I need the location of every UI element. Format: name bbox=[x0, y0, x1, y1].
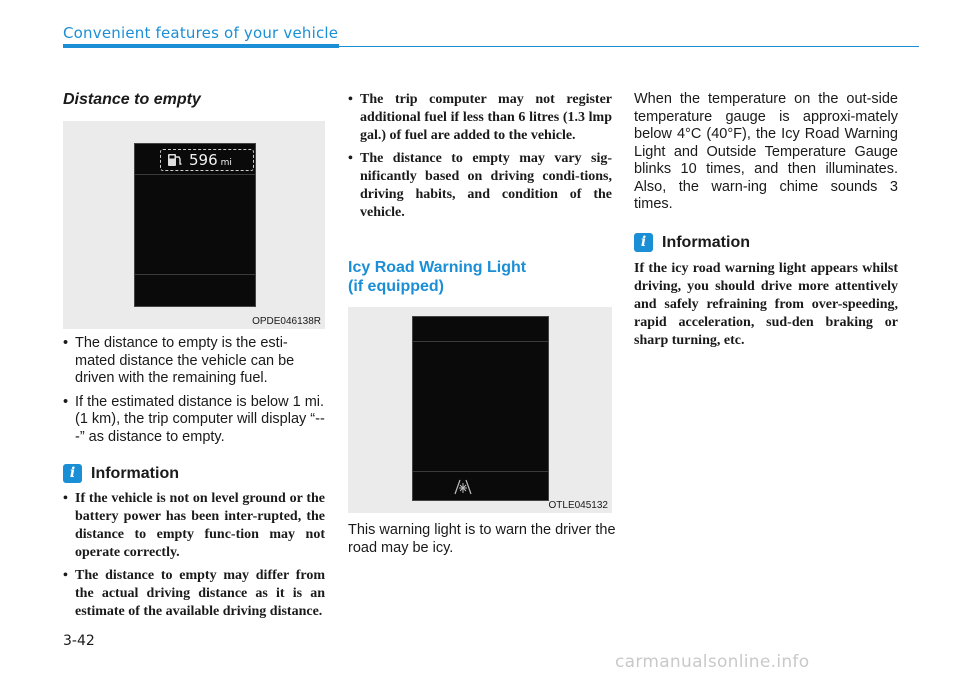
icy-road-figure bbox=[348, 307, 612, 513]
temperature-paragraph: When the temperature on the out-side temperature gauge is approxi-mately below 4°C (40°F), the Icy Road Warning Light and Outside Temperature Gauge blinks 10 times, and then illuminates. Also, the warn-ing chime sounds 3 times. bbox=[634, 91, 898, 212]
list-item: • The trip computer may not register additional fuel if less than 6 litres (1.3 lmp gal.) of fuel are added to the vehicle. bbox=[348, 91, 612, 145]
info-icon: i bbox=[63, 464, 82, 483]
icy-road-paragraph: This warning light is to warn the driver the road may be icy. bbox=[348, 522, 616, 556]
trip-computer-bullets bbox=[348, 91, 612, 227]
info-text: If the icy road warning light appears whilst driving, you should drive more attentively and safely refraining from over-speeding, rapid acceleration, sud-den braking or sharp turning, etc. bbox=[634, 261, 898, 348]
cluster-display bbox=[412, 316, 549, 501]
info-label: Information bbox=[662, 233, 750, 251]
display-divider-top bbox=[135, 174, 255, 175]
page-number: 3-42 bbox=[63, 633, 95, 649]
info-bullets bbox=[63, 490, 325, 626]
fuel-pump-icon bbox=[167, 153, 183, 167]
section-title: Convenient features of your vehicle bbox=[63, 24, 339, 42]
list-item: • The distance to empty is the esti-mated distance the vehicle can be driven with the remaining fuel. bbox=[63, 335, 325, 388]
display-divider-top bbox=[413, 341, 548, 342]
figure-code: OPDE046138R bbox=[252, 316, 321, 327]
watermark: carmanualsonline.info bbox=[615, 652, 810, 672]
display-divider-bottom bbox=[413, 471, 548, 472]
distance-readout bbox=[160, 149, 254, 171]
icy-road-heading bbox=[348, 258, 526, 296]
icy-road-heading-line2: (if equipped) bbox=[348, 278, 444, 295]
list-item: • The distance to empty may differ from the actual driving distance as it is an estimate of the available driving distance. bbox=[63, 567, 325, 621]
list-item: • If the estimated distance is below 1 mi. (1 km), the trip computer will display “---” as distance to empty. bbox=[63, 394, 325, 447]
list-item: • If the vehicle is not on level ground or the battery power has been inter-rupted, the distance to empty func-tion may not operate correctly. bbox=[63, 490, 325, 562]
distance-to-empty-heading: Distance to empty bbox=[63, 91, 201, 108]
distance-unit: mi bbox=[220, 157, 232, 168]
info-icon: i bbox=[634, 233, 653, 252]
info-label: Information bbox=[91, 464, 179, 482]
info-heading bbox=[63, 464, 179, 483]
cluster-display bbox=[134, 143, 256, 307]
header-rule-thick bbox=[63, 44, 339, 48]
distance-value: 596 bbox=[189, 151, 218, 169]
display-divider-bottom bbox=[135, 274, 255, 275]
info-heading bbox=[634, 233, 750, 252]
icy-road-warning-icon bbox=[451, 477, 475, 495]
icy-road-heading-line1: Icy Road Warning Light bbox=[348, 259, 527, 276]
list-item: • The distance to empty may vary sig-nificantly based on driving condi-tions, driving habits, and condition of the vehicle. bbox=[348, 150, 612, 222]
header-rule-thin bbox=[339, 46, 919, 47]
distance-to-empty-figure bbox=[63, 121, 325, 329]
distance-bullets bbox=[63, 335, 325, 452]
figure-code: OTLE045132 bbox=[548, 500, 608, 511]
